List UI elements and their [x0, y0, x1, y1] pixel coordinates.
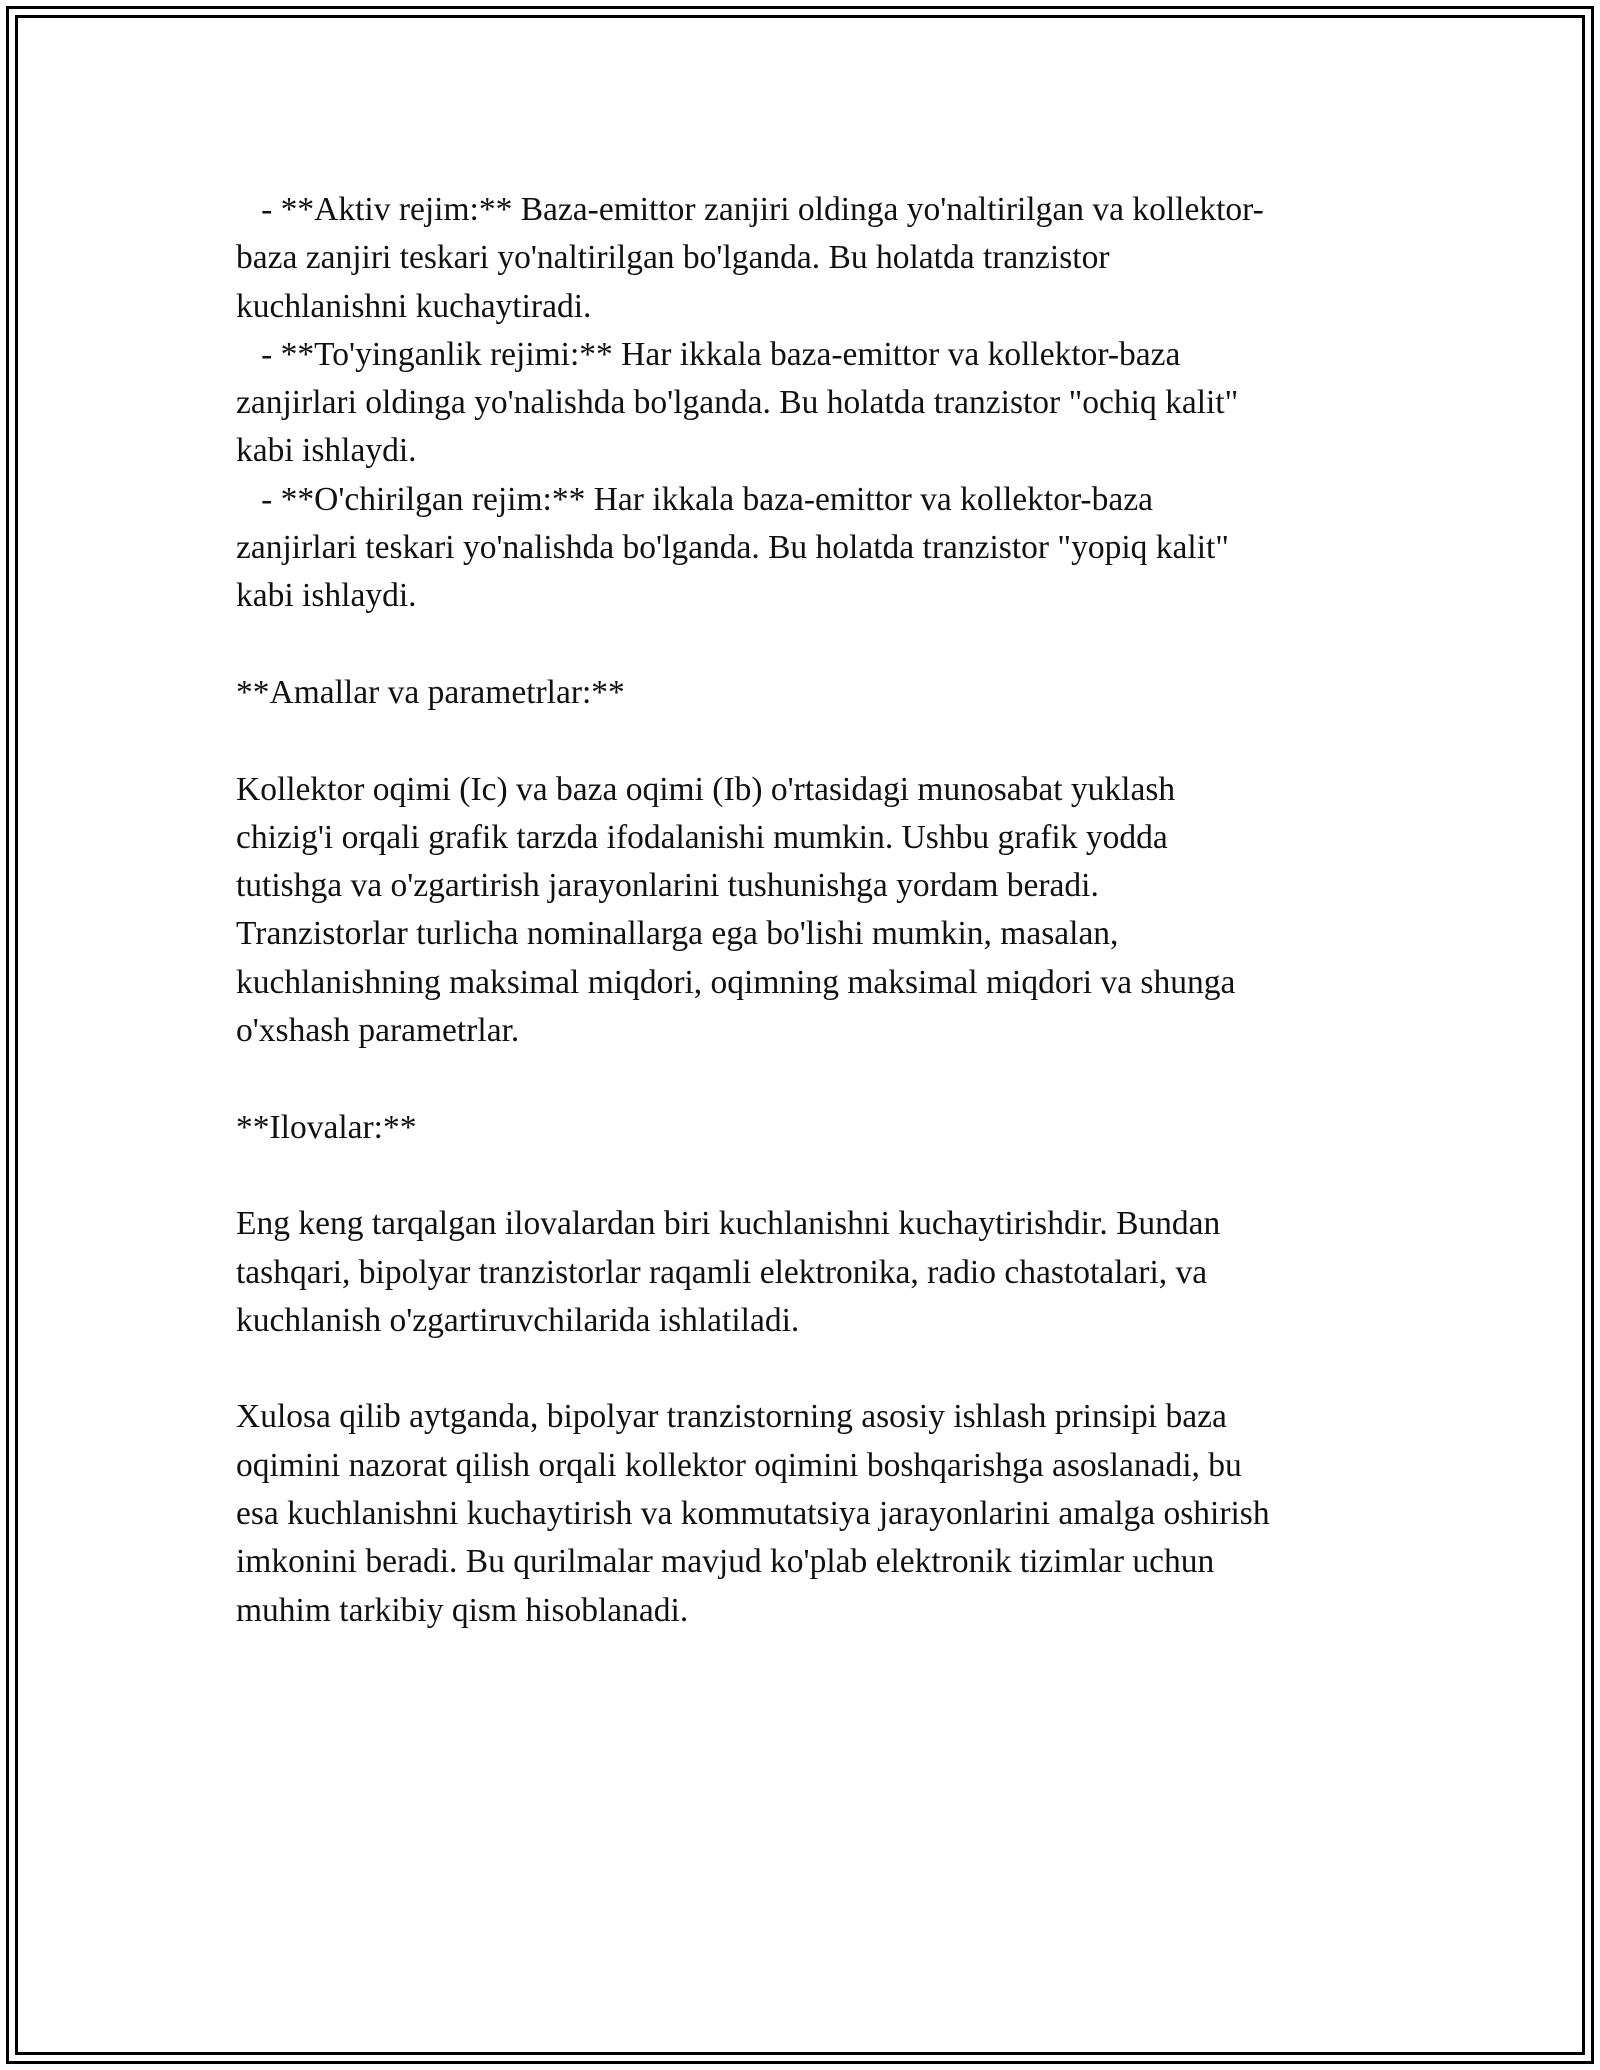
- spacer: [236, 1345, 1386, 1393]
- spacer: [236, 621, 1386, 669]
- paragraph-parameters: Kollektor oqimi (Ic) va baza oqimi (Ib) o'rtasidagi munosabat yuklash chizig'i orqali grafik tarzda ifodalanishi mumkin. Ushbu grafik yodda tutishga va o'zgartirish jarayonlarini tushunishga yordam beradi. Tranzistorlar turlicha nominallarga ega bo'lishi mumkin, masalan, kuchlanishning maksimal miqdori, oqimning maksimal miqdori va shunga o'xshash parametrlar.: [236, 770, 1236, 1050]
- mode-item-cutoff: - **O'chirilgan rejim:** Har ikkala baza-emittor va kollektor-baza zanjirlari teskari yo'nalishda bo'lganda. Bu holatda tranzistor "yopiq kalit" kabi ishlaydi.: [236, 480, 1229, 615]
- document-body: [236, 186, 1386, 1635]
- mode-item-active: - **Aktiv rejim:** Baza-emittor zanjiri oldinga yo'naltirilgan va kollektor- baza zanjiri teskari yo'naltirilgan bo'lganda. Bu holatda tranzistor kuchlanishni kuchaytiradi.: [236, 191, 1264, 325]
- paragraph-conclusion: Xulosa qilib aytganda, bipolyar tranzistorning asosiy ishlash prinsipi baza oqimini nazorat qilish orqali kollektor oqimini boshqarishga asoslanadi, bu esa kuchlanishni kuchaytirish va kommutatsiya jarayonlarini amalga oshirish imkonini beradi. Bu qurilmalar mavjud ko'plab elektronik tizimlar uchun muhim tarkibiy qism hisoblanadi.: [236, 1398, 1270, 1629]
- spacer: [236, 717, 1386, 765]
- spacer: [236, 1152, 1386, 1200]
- spacer: [236, 1055, 1386, 1103]
- section-heading-applications: **Ilovalar:**: [236, 1108, 417, 1146]
- paragraph-applications: Eng keng tarqalgan ilovalardan biri kuchlanishni kuchaytirishdir. Bundan tashqari, bipolyar tranzistorlar raqamli elektronika, radio chastotalari, va kuchlanish o'zgartiruvchilarida ishlatiladi.: [236, 1205, 1221, 1339]
- mode-item-saturation: - **To'yinganlik rejimi:** Har ikkala baza-emittor va kollektor-baza zanjirlari oldinga yo'nalishda bo'lganda. Bu holatda tranzistor "ochiq kalit" kabi ishlaydi.: [236, 335, 1239, 470]
- section-heading-parameters: **Amallar va parametrlar:**: [236, 673, 625, 711]
